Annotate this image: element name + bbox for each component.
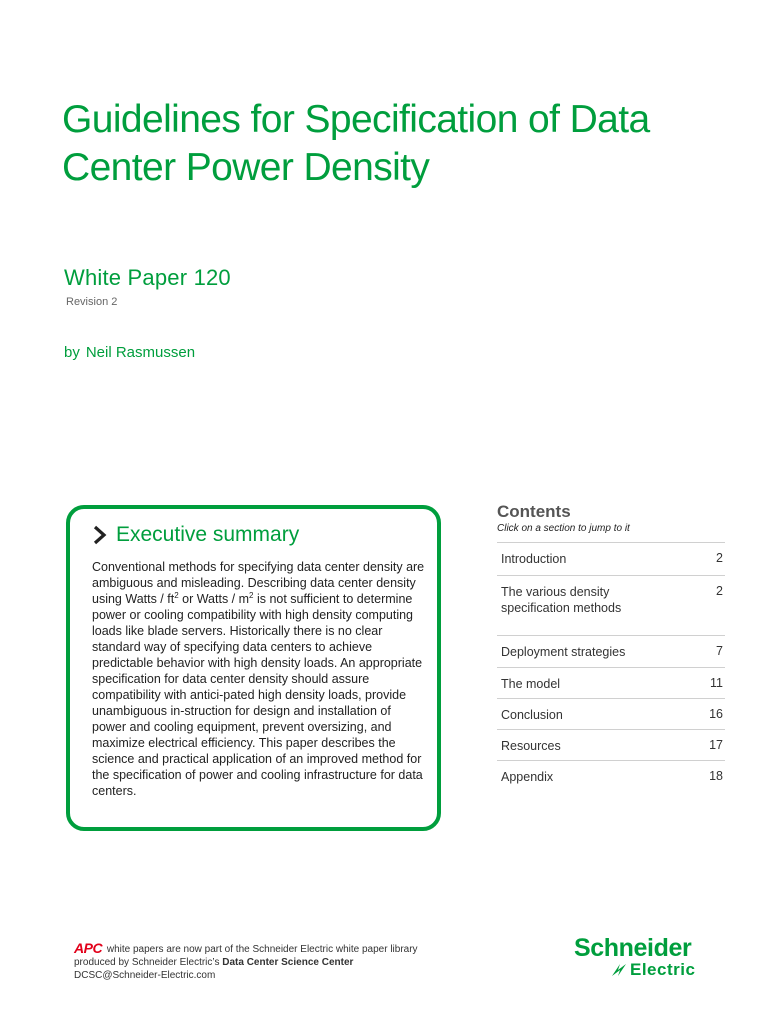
toc-item-label: Conclusion xyxy=(501,708,563,722)
toc-item-page: 17 xyxy=(709,738,723,752)
schneider-electric-logo xyxy=(574,934,724,984)
executive-summary-heading: Executive summary xyxy=(116,523,300,546)
footer-line-1-text: white papers are now part of the Schneider Electric white paper library xyxy=(104,944,418,955)
toc-item-deployment-strategies[interactable] xyxy=(497,635,725,667)
toc-item-label: Deployment strategies xyxy=(501,645,626,659)
toc-item-the-model[interactable] xyxy=(497,667,725,698)
apc-logo: APC xyxy=(74,940,103,956)
brand-word-schneider: Schneider xyxy=(574,934,692,962)
toc-item-resources[interactable] xyxy=(497,729,725,760)
brand-row xyxy=(610,960,724,980)
contents-title: Contents xyxy=(497,502,571,521)
footer-line-2-text: produced by Schneider Electric’s xyxy=(74,957,223,968)
document-subtitle: White Paper 120 xyxy=(64,265,231,290)
toc-item-label: Appendix xyxy=(501,770,554,784)
footer-note xyxy=(74,942,418,982)
executive-summary-header xyxy=(92,523,299,547)
superscript-2: 2 xyxy=(249,590,254,600)
footer-dcsc-name: Data Center Science Center xyxy=(222,957,354,968)
author-prefix: by xyxy=(64,344,80,361)
author-line xyxy=(64,344,195,361)
table-of-contents xyxy=(497,542,725,791)
toc-item-label: The various density specification methods xyxy=(501,585,622,615)
toc-item-label: Introduction xyxy=(501,552,567,566)
toc-item-label: Resources xyxy=(501,739,561,753)
toc-item-density-methods[interactable] xyxy=(497,575,725,635)
schneider-life-is-on-icon xyxy=(610,962,628,978)
superscript-2: 2 xyxy=(174,590,179,600)
executive-summary-box xyxy=(66,505,441,831)
brand-word-electric: Electric xyxy=(630,960,696,979)
footer-line-2 xyxy=(74,956,418,969)
toc-item-conclusion[interactable] xyxy=(497,698,725,729)
executive-summary-text xyxy=(92,559,428,799)
toc-item-appendix[interactable] xyxy=(497,760,725,791)
summary-text-part2: or Watts / m xyxy=(178,592,250,606)
toc-item-page: 7 xyxy=(716,644,723,658)
document-title: Guidelines for Specification of Data Center Power Density xyxy=(62,98,650,189)
footer-email-link[interactable]: DCSC@Schneider-Electric.com xyxy=(74,970,216,981)
footer-line-1 xyxy=(74,942,418,956)
toc-item-page: 18 xyxy=(709,769,723,783)
toc-item-introduction[interactable] xyxy=(497,542,725,575)
summary-text-part3: is not sufficient to determine power or cooling compatibility with high density computing loads like blade servers. Historically there is no clear standard way of specifying data centers to achieve predictable behavior with high density loads. An appropriate specification for data center density should assure compatibility with antici-pated high density loads, provide unambiguous in-struction for design and installation of power and cooling equipment, prevent oversizing, and maximize electrical efficiency. This paper describes the science and practical application of an improved method for the specification of power and cooling infrastructure for data centers. xyxy=(92,592,423,798)
toc-item-label: The model xyxy=(501,677,561,691)
summary-text-part1: Conventional methods for specifying data center density are ambiguous and misleading. Describing data center density using Watts / ft xyxy=(92,560,425,606)
toc-item-page: 11 xyxy=(710,676,723,690)
toc-item-page: 16 xyxy=(709,707,723,721)
toc-item-page: 2 xyxy=(716,551,723,565)
author-name: Neil Rasmussen xyxy=(85,344,196,361)
chevron-right-icon xyxy=(92,524,108,546)
contents-hint: Click on a section to jump to it xyxy=(497,523,630,534)
revision-label: Revision 2 xyxy=(66,296,118,308)
toc-item-page: 2 xyxy=(716,584,723,598)
